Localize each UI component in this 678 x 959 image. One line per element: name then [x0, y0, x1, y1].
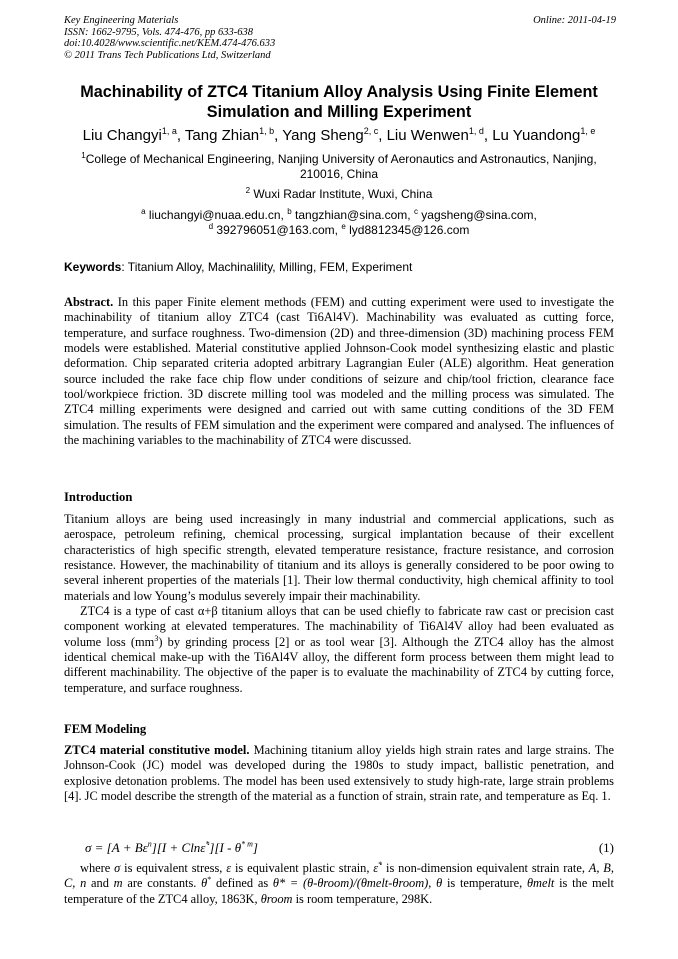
- online-date: Online: 2011-04-19: [533, 15, 616, 26]
- email-list: $^a$ liuchangyi@nuaa.edu.cn, $^b$ tangzhian@sina.com, $^c$ yagsheng@sina.com, $^d$ 392796051@163.com, $^e$ lyd8812345@126.com: [141, 207, 537, 237]
- equation-formula: $\sigma = [A + B\varepsilon^n][I$ + Clnε̇*][I - $\theta^{* m}$]: [85, 839, 258, 855]
- author-name: Liu Changyi: [82, 127, 162, 144]
- introduction-body: [64, 512, 614, 696]
- author-name: Tang Zhian: [184, 127, 260, 144]
- abstract: [64, 295, 614, 448]
- author-list: Liu Changyi$^{1, a}$, Tang Zhian$^{1, b}$, Yang Sheng$^{2, c}$, Liu Wenwen$^{1, d}$, Lu Yuandong$^{1, e}$: [82, 126, 596, 144]
- affiliation-2: $^2$ Wuxi Radar Institute, Wuxi, China: [245, 186, 433, 201]
- paper-title: [40, 82, 638, 122]
- intro-paragraph-1: Titanium alloys are being used increasingly in many industrial and commercial applications, such as aerospace, petroleum refining, chemical processing, surgical implantation because of their excellent characteristics of high specific strength, elevated temperature resistance, fracture resistance, and corrosion resistance. However, the machinability of titanium and its alloys is generally considered to be poor owing to several inherent properties of the materials [1]. Their low thermal conductivity, high chemical affinity to tool materials and low Young’s modulus severely impair their machinability.: [64, 512, 614, 603]
- equation-number: (1): [598, 840, 614, 855]
- author-name: Lu Yuandong: [492, 127, 581, 144]
- author-name: Liu Wenwen: [386, 127, 469, 144]
- journal-name: Key Engineering Materials: [64, 15, 179, 26]
- section-heading-introduction: Introduction: [64, 490, 133, 504]
- equation-explanation: where σ is equivalent stress, ε is equivalent plastic strain, ε̇* is non-dimension equivalent strain rate, A, B, C, n and m are constants. θ* defined as θ* = (θ-θroom)/(θmelt-θroom), θ is temperature, θmelt is the melt temperature of the ZTC4 alloy, 1863K, θroom is room temperature, 298K.: [64, 859, 614, 906]
- email-link[interactable]: tangzhian@sina.com,: [295, 208, 411, 222]
- keywords-label: Keywords: [64, 260, 122, 274]
- fem-body: [64, 743, 614, 804]
- subsection-label: ZTC4 material constitutive model.: [64, 743, 250, 757]
- email-link[interactable]: liuchangyi@nuaa.edu.cn,: [148, 208, 284, 222]
- fem-paragraph-1: Machining titanium alloy yields high strain rates and large strains. The Johnson-Cook (JC) model was developed during the 1980s to study impact, ballistic penetration, and explosive detonation problems. The model has been used extensively to study high-rate, large strain problems [4]. JC model describe the strength of the material as a function of strain, strain rate, and temperature as Eq. 1.: [64, 743, 614, 804]
- keywords-list: : Titanium Alloy, Machinalility, Milling, FEM, Experiment: [121, 260, 413, 274]
- author-affiliation-mark: 2, c: [363, 126, 379, 136]
- title-line-1: Machinability of ZTC4 Titanium Alloy Analysis Using Finite Element: [80, 83, 598, 101]
- keywords: [64, 260, 412, 275]
- author-affiliation-mark: 1, a: [161, 126, 177, 136]
- journal-header: [64, 15, 275, 61]
- copyright-line: © 2011 Trans Tech Publications Ltd, Switzerland: [64, 49, 271, 61]
- email-link[interactable]: yagsheng@sina.com,: [421, 208, 537, 222]
- issn-line: ISSN: 1662-9795, Vols. 474-476, pp 633-638: [64, 26, 253, 38]
- doi-line: doi:10.4028/www.scientific.net/KEM.474-476.633: [64, 38, 276, 50]
- email-link[interactable]: 392796051@163.com,: [216, 223, 338, 237]
- abstract-label: Abstract.: [64, 295, 114, 309]
- author-affiliation-mark: 1, b: [259, 126, 275, 136]
- section-heading-fem-modeling: FEM Modeling: [64, 722, 147, 736]
- equation-1: [85, 840, 614, 858]
- author-affiliation-mark: 1, e: [580, 126, 596, 136]
- title-line-2: Simulation and Milling Experiment: [206, 103, 472, 121]
- author-name: Yang Sheng: [282, 127, 364, 144]
- affiliation-1: $^1$College of Mechanical Engineering, Nanjing University of Aeronautics and Astronautics, Nanjing, 210016, China: [81, 151, 597, 181]
- intro-paragraph-2: ZTC4 is a type of cast α+β titanium alloys that can be used chiefly to fabricate raw cast or precision cast component working at elevated temperatures. The machinability of Ti6Al4V alloy had been evaluated as volume loss $(mm^3)$ by grinding process [2] or as tool wear [3]. Although the ZTC4 alloy has the almost identical chemical make-up with the Ti6Al4V alloy, the different form process between them might lead to different machinability. The objective of the paper is to evaluate the machinability of ZTC4 by cutting force, temperature, and surface roughness.: [64, 604, 614, 695]
- abstract-text: In this paper Finite element methods (FEM) and cutting experiment were used to investigate the machinability of titanium alloy ZTC4 (cast Ti6Al4V). Machinability was evaluated as cutting force, temperature, and surface roughness. Two-dimension (2D) and three-dimension (3D) machining process FEM models were established. Material constitutive applied Johnson-Cook model synthesizing elastic and plastic deformation. Chip separated criteria adopted arbitrary Lagrangian Euler (ALE) algorithm. Heat generation source included the rake face chip flow under conditions of seizure and chip/tool friction, clearance face tool/workpiece friction. 3D discrete milling tool was modeled and the milling process was simulated. The ZTC4 milling experiments were designed and carried out with same cutting conditions of the 3D FEM simulation. The results of FEM simulation and the experiment were compared and analysed. The influences of the machining variables to the machinability of ZTC4 were discussed.: [64, 295, 614, 448]
- author-affiliation-mark: 1, d: [468, 126, 484, 136]
- email-link[interactable]: lyd8812345@126.com: [349, 223, 470, 237]
